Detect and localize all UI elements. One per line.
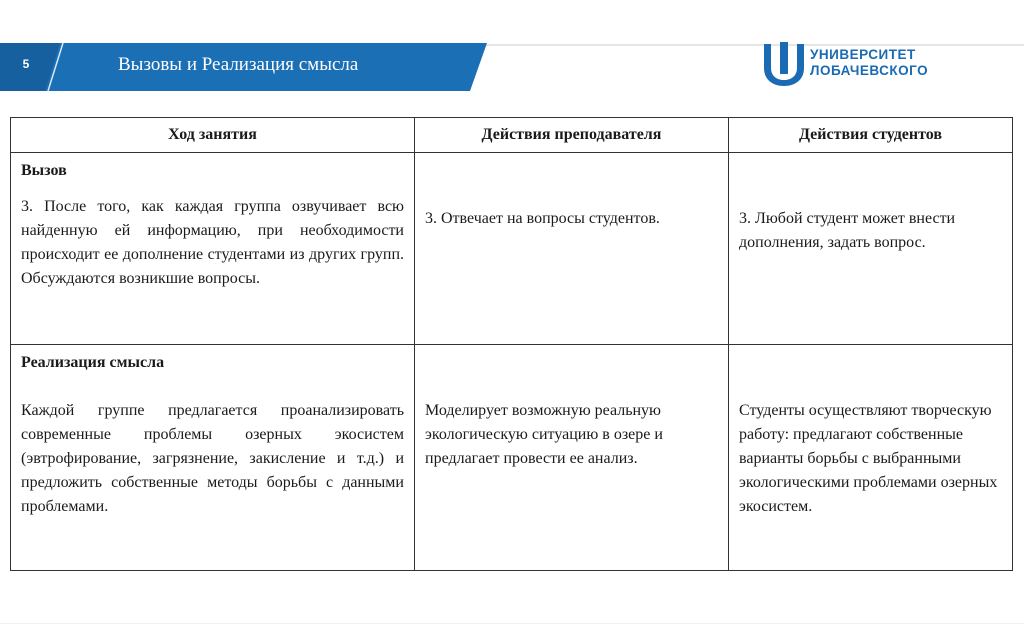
lesson-table <box>10 117 1013 571</box>
table-header-row <box>11 118 1013 153</box>
university-logo-text <box>810 47 928 79</box>
university-logo <box>760 38 960 88</box>
course-text: Каждой группе предлагается проанализировать современные проблемы озерных экосистем (эвтрофирование, загрязнение, закисление и т.д.) и предложить собственные методы борьбы с данными проблемами. <box>21 402 404 515</box>
teacher-text: Моделирует возможную реальную экологическую ситуацию в озере и предлагает провести ее анализ. <box>425 402 663 467</box>
teacher-text: 3. Отвечает на вопросы студентов. <box>425 210 660 227</box>
slide-number: 5 <box>22 57 30 71</box>
students-text: Студенты осуществляют творческую работу: предлагают собственные варианты борьбы с выбранными экологическими проблемами озерных экосистем. <box>739 402 998 515</box>
column-header-teacher: Действия преподавателя <box>415 118 729 153</box>
footer-divider <box>0 623 1024 624</box>
teacher-cell <box>415 153 729 345</box>
row-heading: Реализация смысла <box>21 354 165 371</box>
course-cell <box>11 153 415 345</box>
column-header-course: Ход занятия <box>11 118 415 153</box>
course-text: 3. После того, как каждая группа озвучивает всю найденную ей информацию, при необходимости происходит ее дополнение студентами из других групп. Обсуждаются возникшие вопросы. <box>21 198 404 287</box>
column-header-students: Действия студентов <box>729 118 1013 153</box>
students-text: 3. Любой студент может внести дополнения, задать вопрос. <box>739 210 956 251</box>
table-row <box>11 345 1013 571</box>
course-cell <box>11 345 415 571</box>
logo-line-2: ЛОБАЧЕВСКОГО <box>810 63 929 78</box>
logo-line-1: УНИВЕРСИТЕТ <box>810 47 916 62</box>
teacher-cell <box>415 345 729 571</box>
row-heading: Вызов <box>21 162 67 179</box>
students-cell <box>729 345 1013 571</box>
table-row <box>11 153 1013 345</box>
students-cell <box>729 153 1013 345</box>
slide-title: Вызовы и Реализация смысла <box>118 54 359 75</box>
university-logo-mark-icon <box>760 38 808 88</box>
